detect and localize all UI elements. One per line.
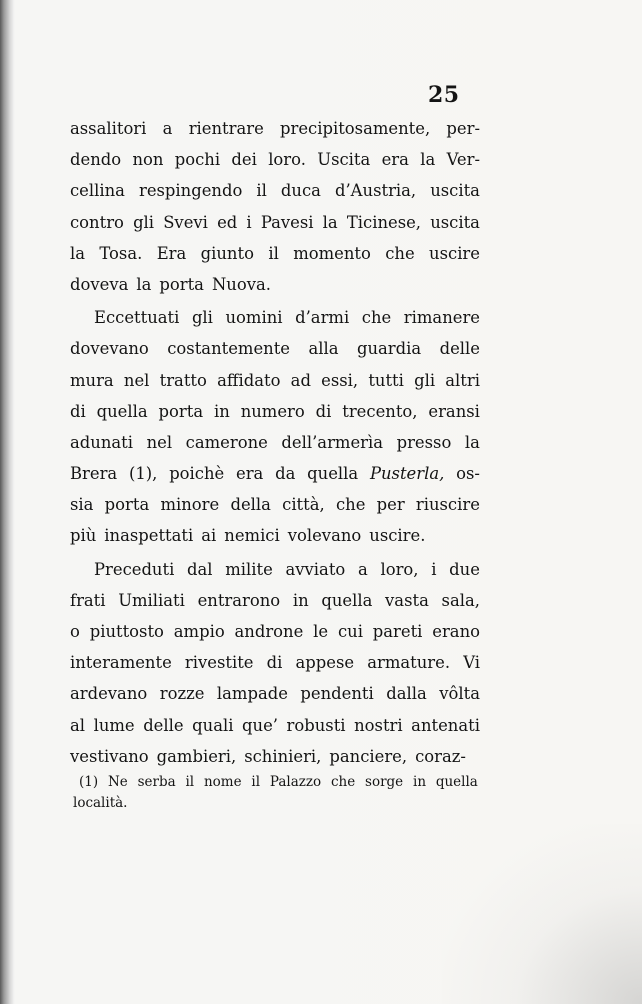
word: tutti (368, 370, 404, 390)
word: che (385, 243, 415, 263)
word: (1) (79, 774, 99, 790)
word: quella (96, 401, 148, 421)
word: vôlta (439, 684, 480, 704)
word: Uscita (317, 150, 371, 170)
word: tratto (159, 370, 207, 390)
word: ed (217, 212, 238, 232)
word: Preceduti (94, 559, 175, 579)
word: Ver- (446, 150, 480, 170)
word: nostri (354, 715, 403, 735)
word: pochi (174, 150, 221, 170)
word: di (70, 401, 86, 421)
word: il (185, 774, 195, 790)
text-line (70, 365, 480, 396)
word: Tosa. (99, 243, 143, 263)
word: quella (435, 774, 478, 790)
word: che (361, 308, 392, 328)
word: avviato (285, 559, 346, 579)
word: Umiliati (118, 590, 185, 610)
word: la (420, 150, 436, 170)
word: nel (146, 432, 173, 452)
word: appese (295, 653, 355, 673)
word: Era (156, 243, 187, 263)
word: che (335, 495, 366, 515)
text-line (70, 678, 480, 709)
word: volevano (287, 526, 362, 546)
word: inaspettati (104, 526, 194, 546)
word: altri (445, 370, 480, 390)
word: d’armi (295, 308, 350, 328)
word: camerone (185, 432, 268, 452)
word: a (357, 559, 368, 579)
word: os- (456, 464, 480, 484)
word: duca (280, 181, 321, 201)
text-line (70, 396, 480, 427)
word: lampade (216, 684, 288, 704)
word: costantemente (167, 339, 290, 359)
word: coraz- (415, 746, 466, 766)
word: trecento, (342, 401, 418, 421)
word: presso (396, 432, 452, 452)
word: uscire (429, 243, 480, 263)
word: respingendo (138, 181, 243, 201)
word: della (230, 495, 271, 515)
word: o (70, 622, 80, 641)
paragraph (70, 554, 480, 772)
word: al (70, 715, 86, 735)
word: poichè (169, 464, 225, 484)
word: panciere, (329, 746, 408, 766)
word: gli (414, 370, 436, 390)
word: uscita (430, 181, 480, 201)
word: Palazzo (269, 774, 322, 790)
word: era (381, 150, 409, 170)
word: Eccettuati (94, 308, 180, 328)
word: il (268, 243, 279, 263)
word: schinieri, (244, 746, 322, 766)
word: i (431, 559, 437, 579)
word: due (449, 559, 480, 579)
word: cellina (70, 181, 125, 201)
word: il (256, 181, 267, 201)
word: uscire. (369, 526, 426, 546)
word: dovevano (70, 339, 149, 359)
word: sorge (365, 774, 404, 790)
word: uscita (430, 212, 480, 232)
word: in (213, 401, 230, 421)
text-line (70, 616, 480, 647)
word: non (132, 150, 164, 170)
text-line (70, 427, 480, 458)
word: armature. (367, 653, 451, 673)
word: gli (133, 212, 155, 232)
text-line (70, 333, 480, 364)
body-text (70, 113, 480, 772)
word: la (70, 243, 86, 263)
word: delle (439, 339, 480, 359)
word: minore (160, 495, 220, 515)
word: essi, (321, 370, 359, 390)
word: lume (93, 715, 135, 735)
footnote (73, 772, 478, 814)
page-binding-shadow (0, 0, 14, 1004)
word: riuscire (415, 495, 480, 515)
word: Brera (70, 464, 118, 484)
word: dei (231, 150, 257, 170)
word: la (322, 212, 338, 232)
word: che (330, 774, 356, 790)
footnote-line (73, 772, 478, 793)
word: porta (159, 274, 204, 294)
word: le (313, 622, 329, 641)
word: dell’armerìa (281, 432, 384, 452)
word: androne (234, 622, 304, 641)
word: per- (446, 119, 480, 138)
word: loro, (380, 559, 419, 579)
paragraph (70, 113, 480, 300)
word: contro (70, 212, 124, 232)
word: quella (307, 464, 359, 484)
word: Ne (107, 774, 128, 790)
word: dendo (70, 150, 122, 170)
text-line (70, 175, 480, 206)
word: rivestite (184, 653, 254, 673)
text-line (70, 554, 480, 585)
word: gambieri, (156, 746, 237, 766)
word: robusti (286, 715, 346, 735)
word: porta (158, 401, 204, 421)
word: quella (321, 590, 373, 610)
word: città, (282, 495, 325, 515)
word: Vi (463, 653, 480, 673)
word: ardevano (70, 684, 148, 704)
word: vestivano (70, 746, 149, 766)
word: adunati (70, 432, 133, 452)
word: loro. (268, 150, 306, 170)
word: quali (192, 715, 234, 735)
word: di (266, 653, 283, 673)
word: da (275, 464, 296, 484)
word: per (376, 495, 405, 515)
text-line (70, 207, 480, 238)
page-aging-stain (442, 824, 642, 1004)
text-line (70, 113, 480, 144)
word: era (236, 464, 264, 484)
word: frati (70, 590, 106, 610)
word: pareti (372, 622, 423, 641)
text-line (70, 741, 480, 772)
word: Svevi (163, 212, 208, 232)
word: dal (187, 559, 213, 579)
word: uomini (225, 308, 283, 328)
word: in (413, 774, 427, 790)
footnote-line (73, 793, 478, 814)
text-line (70, 458, 480, 489)
word: dalla (386, 684, 427, 704)
word: vasta (385, 590, 429, 610)
word: doveva (70, 274, 129, 294)
word: i (246, 212, 252, 232)
word: giunto (200, 243, 254, 263)
word: antenati (411, 715, 480, 735)
word: nome (203, 774, 242, 790)
word: assalitori (70, 119, 147, 138)
word: rientrare (188, 119, 264, 138)
word: precipitosamente, (280, 119, 431, 138)
word: in (292, 590, 309, 610)
word: interamente (70, 653, 172, 673)
word: ai (201, 526, 217, 546)
word: a (162, 119, 173, 138)
word: serba (137, 774, 176, 790)
word: milite (225, 559, 273, 579)
word: eransi (428, 401, 480, 421)
word: nel (123, 370, 150, 390)
word: guardia (356, 339, 422, 359)
word: nemici (224, 526, 280, 546)
word: più (70, 526, 97, 546)
text-line (70, 302, 480, 333)
word: Pavesi (260, 212, 314, 232)
word: il (251, 774, 261, 790)
word: affidato (217, 370, 281, 390)
word: pendenti (300, 684, 374, 704)
word: ampio (173, 622, 225, 641)
text-line (70, 585, 480, 616)
text-line (70, 269, 480, 300)
word: delle (143, 715, 184, 735)
word: entrarono (197, 590, 281, 610)
paragraph (70, 302, 480, 552)
text-line (70, 647, 480, 678)
word: la (464, 432, 480, 452)
word: Ticinese, (346, 212, 422, 232)
word: piuttosto (89, 622, 164, 641)
word: rozze (159, 684, 205, 704)
word: località. (73, 795, 128, 811)
text-line (70, 238, 480, 269)
word: rimanere (403, 308, 480, 328)
word: Pusterla, (369, 464, 445, 484)
word: cui (337, 622, 363, 641)
text-line (70, 520, 480, 551)
word: porta (104, 495, 150, 515)
word: gli (191, 308, 213, 328)
text-line (70, 710, 480, 741)
word: alla (308, 339, 339, 359)
word: momento (293, 243, 371, 263)
word: que’ (242, 715, 278, 735)
word: (1), (128, 464, 158, 484)
word: di (315, 401, 332, 421)
word: sia (70, 495, 94, 515)
page-number: 25 (428, 82, 460, 108)
text-line (70, 489, 480, 520)
word: la (136, 274, 152, 294)
word: Nuova. (211, 274, 271, 294)
word: ad (290, 370, 311, 390)
word: numero (240, 401, 305, 421)
word: d’Austria, (334, 181, 417, 201)
word: erano (432, 622, 480, 641)
word: sala, (441, 590, 480, 610)
word: mura (70, 370, 114, 390)
text-line (70, 144, 480, 175)
